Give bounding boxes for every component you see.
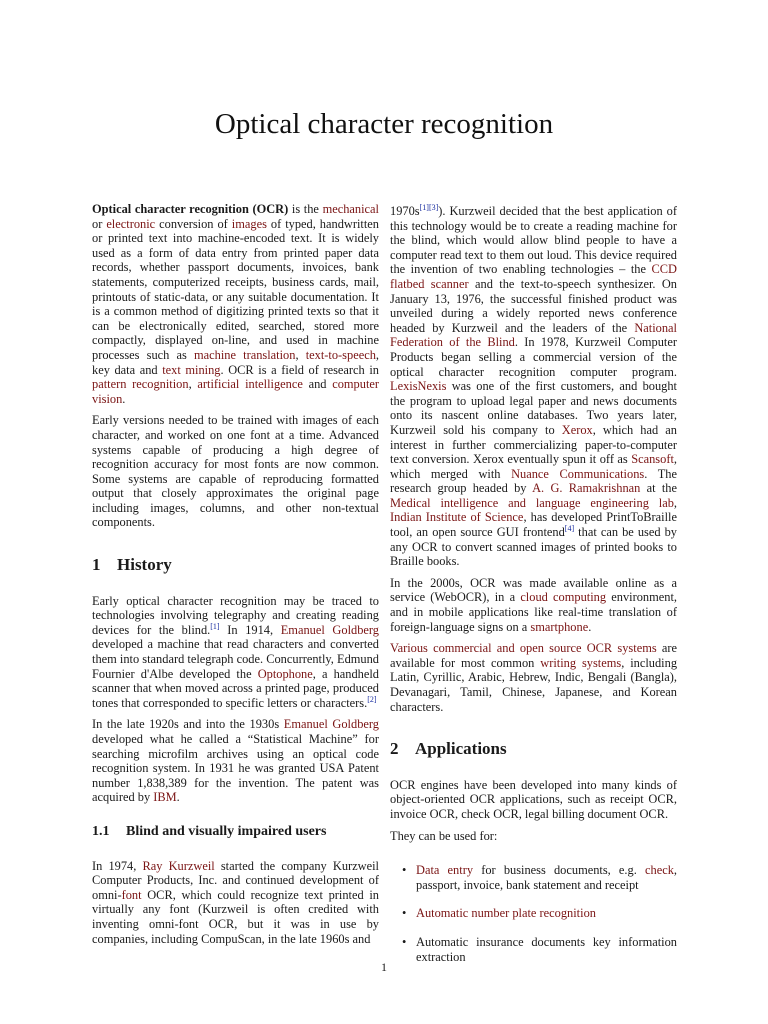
page-title: Optical character recognition: [214, 108, 554, 140]
section-heading-applications: [390, 739, 677, 759]
subsection-number: 1.1: [92, 823, 110, 839]
text: . The research group headed by: [390, 466, 677, 496]
text: 1970s: [390, 204, 420, 218]
link-ocr-systems[interactable]: Various commercial and open source OCR systems: [390, 641, 657, 656]
section-number: 2: [390, 739, 399, 759]
list-item: [390, 863, 677, 892]
link-scansoft[interactable]: Scansoft: [631, 452, 674, 467]
link-ag-ramakrishnan[interactable]: A. G. Ramakrishnan: [532, 481, 641, 496]
link-data-entry[interactable]: Data entry: [416, 863, 474, 878]
applications-paragraph-2: They can be used for:: [390, 828, 498, 843]
text: is the: [288, 202, 323, 216]
text: environment, and in mobile applications like real-time translation of foreign-language signs on a: [390, 590, 677, 634]
right-column: [390, 204, 677, 978]
text: at the: [640, 481, 677, 496]
link-ccd-flatbed-scanner[interactable]: CCD flatbed scanner: [390, 262, 677, 291]
link-emanuel-goldberg[interactable]: Emanuel Goldberg: [283, 717, 379, 732]
citation-ref[interactable]: [2]: [367, 694, 377, 704]
text: .: [176, 790, 180, 805]
link-machine-translation[interactable]: machine translation: [194, 347, 296, 362]
history-paragraph-2: [92, 717, 379, 805]
section-title: Applications: [415, 739, 507, 759]
text: .: [588, 619, 592, 634]
link-lexisnexis[interactable]: LexisNexis: [390, 379, 447, 394]
link-national-federation-of-the-blind[interactable]: National Federation of the Blind: [390, 320, 677, 350]
intro-paragraph-1: [92, 202, 379, 406]
text: In 1914,: [219, 622, 281, 637]
text: was one of the first customers, and bought the program to upload legal paper and news documents onto its nascent online databases. Two years later, Kurzweil sold his company to: [390, 379, 677, 437]
text: ). Kurzweil decided that the best application of this technology would be to create a reading machine for the blind, which would allow blind people to have a computer read text to them out loud. This device required the invention of two enabling technologies – the: [390, 204, 677, 277]
text: .: [122, 391, 126, 406]
text: and the text-to-speech synthesizer. On January 13, 1976, the successful finished product was unveiled during a widely reported news conference headed by Kurzweil and the leaders of the: [390, 276, 677, 335]
page-number: 1: [381, 960, 387, 974]
text: . OCR is a field of research in: [220, 362, 379, 377]
text: In 1974,: [92, 858, 143, 873]
link-emanuel-goldberg[interactable]: Emanuel Goldberg: [280, 622, 379, 637]
link-computer-vision[interactable]: computer vision: [92, 377, 379, 406]
text: , including Latin, Cyrillic, Arabic, Hebrew, Indic, Bengali (Bangla), Devanagari, Tamil, Chinese, Japanese, and Korean characters.: [390, 655, 678, 714]
section-number: 1: [92, 555, 101, 575]
text: Early optical character recognition may be traced to technologies involving telegraphy and creating reading devices for the blind.: [92, 593, 379, 637]
section-heading-history: [92, 555, 379, 575]
text: developed what he called a “Statistical Machine” for searching microfilm archives using an optical code recognition system. In 1931 he was granted USA Patent number 1,838,389 for the invention. The patent was acquired by: [92, 732, 379, 805]
text: started the company Kurzweil Computer Products, Inc. and continued development of omni-: [92, 858, 379, 902]
text: , has developed PrintToBraille tool, an open source GUI frontend: [390, 510, 677, 540]
applications-list: [390, 863, 677, 964]
link-nuance-communications[interactable]: Nuance Communications: [511, 466, 645, 481]
citation-ref[interactable]: [1]: [419, 202, 429, 212]
text: or: [92, 216, 107, 231]
link-font[interactable]: font: [121, 887, 142, 902]
intro-paragraph-2: Early versions needed to be trained with images of each character, and worked on one font at a time. Advanced systems capable of producing a high degree of recognition accuracy for most fonts are now common. Some systems are capable of reproducing formatted output that closely approximates the original page including images, columns, and other non-textual components.: [92, 413, 379, 530]
applications-paragraph-1: OCR engines have been developed into many kinds of object-oriented OCR applications, such as receipt OCR, invoice OCR, check OCR, legal billing document OCR.: [390, 777, 677, 821]
link-artificial-intelligence[interactable]: artificial intelligence: [197, 377, 303, 392]
list-item: • Automatic insurance documents key information extraction: [390, 935, 677, 964]
citation-ref[interactable]: [3]: [428, 202, 439, 212]
text: developed a machine that read characters and converted them into standard telegraph code. Concurrently, Edmund Fournier d'Albe developed the: [92, 637, 379, 681]
link-text-mining[interactable]: text mining: [162, 362, 221, 377]
term-bold: Optical character recognition (OCR): [92, 202, 289, 216]
text: that can be used by any OCR to convert scanned images of printed books to Braille books.: [390, 525, 677, 569]
link-xerox[interactable]: Xerox: [561, 422, 593, 437]
citation-ref[interactable]: [4]: [564, 523, 575, 533]
link-smartphone[interactable]: smartphone: [530, 619, 589, 634]
link-optophone[interactable]: Optophone: [257, 666, 313, 681]
text: , key data and: [92, 347, 379, 377]
link-text-to-speech[interactable]: text-to-speech: [305, 347, 376, 362]
text: . In 1978, Kurzweil Computer Products began selling a commercial version of the optical character recognition computer program.: [390, 335, 677, 379]
text: of typed, handwritten or printed text into machine-encoded text. It is widely used as a form of data entry from printed paper data records, whether passport documents, invoices, bank statements, computerized receipts, business cards, mail, printouts of static-data, or any suitable documentation. It is a common method of digitizing printed texts so that it can be electronically edited, searched, stored more compactly, displayed on-line, and used in machine processes such as: [92, 216, 379, 362]
section-title: History: [117, 555, 172, 575]
text: ,: [295, 347, 306, 362]
text: for business documents, e.g.: [473, 863, 645, 878]
text: conversion of: [155, 216, 232, 231]
blind-paragraph-1: [92, 859, 379, 946]
subsection-title: Blind and visually impaired users: [126, 823, 327, 839]
subsection-heading-blind: [92, 825, 379, 840]
citation-ref[interactable]: [1]: [210, 621, 220, 631]
link-cloud-computing[interactable]: cloud computing: [520, 590, 607, 605]
link-medical-intelligence-lab[interactable]: Medical intelligence and language engineering lab: [390, 495, 674, 510]
link-images[interactable]: images: [231, 216, 267, 231]
text: , a handheld scanner that when moved across a printed page, produced tones that corresponded to specific letters or characters.: [92, 666, 379, 710]
text: , which merged with: [390, 452, 677, 481]
link-check[interactable]: check: [645, 863, 674, 878]
text: and: [302, 377, 333, 392]
link-number-plate-recognition[interactable]: Automatic number plate recognition: [416, 906, 596, 921]
list-item: [390, 906, 677, 921]
text: are available for most common: [390, 641, 677, 670]
blind-paragraph-1-continued: [390, 204, 677, 569]
history-paragraph-1: [92, 594, 379, 711]
link-pattern-recognition[interactable]: pattern recognition: [92, 377, 189, 392]
link-ray-kurzweil[interactable]: Ray Kurzweil: [142, 858, 215, 873]
link-electronic[interactable]: electronic: [106, 216, 156, 231]
blind-paragraph-3: [390, 641, 677, 714]
blind-paragraph-2: [390, 576, 677, 634]
text: ,: [673, 495, 677, 510]
link-writing-systems[interactable]: writing systems: [540, 655, 622, 670]
text: ,: [188, 377, 198, 392]
text: , passport, invoice, bank statement and receipt: [416, 863, 677, 892]
text: In the 2000s, OCR was made available online as a service (WebOCR), in a: [390, 575, 677, 605]
link-mechanical[interactable]: mechanical: [322, 202, 379, 216]
link-ibm[interactable]: IBM: [153, 790, 177, 805]
link-indian-institute-of-science[interactable]: Indian Institute of Science: [390, 510, 524, 525]
text: In the late 1920s and into the 1930s: [92, 717, 284, 732]
text: , which had an interest in further commercializing paper-to-computer text conversion. Xerox eventually spun it off as: [390, 422, 677, 467]
text: OCR, which could recognize text printed in virtually any font (Kurzweil is often credited with inventing omni-font OCR, but it was in use by companies, including CompuScan, in the late 1960s and: [92, 887, 379, 946]
left-column: [92, 202, 379, 946]
